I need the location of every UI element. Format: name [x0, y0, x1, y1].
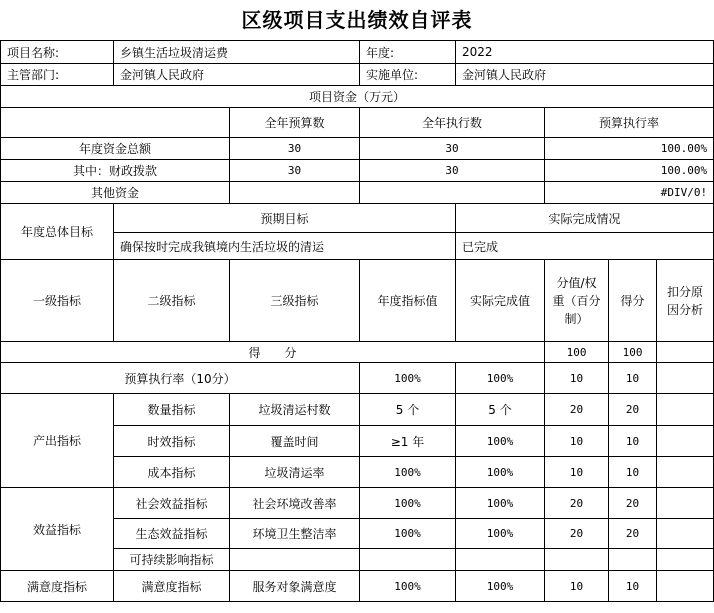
year-label: 年度:	[360, 41, 456, 64]
goals-expected-text: 确保按时完成我镇境内生活垃圾的清运	[114, 233, 456, 260]
indicator-actual: 100%	[456, 519, 545, 549]
indicator-reason	[657, 426, 714, 457]
funds-row-exec	[360, 182, 545, 204]
funds-row-rate: 100.00%	[545, 160, 714, 182]
indicator-level2: 数量指标	[114, 394, 230, 426]
funds-row-rate: #DIV/0!	[545, 182, 714, 204]
goals-header-row	[1, 204, 714, 233]
header-score: 得分	[609, 260, 657, 342]
budget-exec-row	[1, 363, 714, 394]
indicator-level3: 覆盖时间	[230, 426, 360, 457]
goals-actual-text: 已完成	[456, 233, 714, 260]
indicator-weight: 20	[545, 394, 609, 426]
info-row-project	[1, 41, 714, 64]
budget-exec-target: 100%	[360, 363, 456, 394]
header-level1: 一级指标	[1, 260, 114, 342]
project-name-label: 项目名称:	[1, 41, 114, 64]
funds-section-title-row	[1, 86, 714, 108]
project-name-value: 乡镇生活垃圾清运费	[114, 41, 360, 64]
funds-row-exec: 30	[360, 160, 545, 182]
budget-exec-weight: 10	[545, 363, 609, 394]
indicator-reason	[657, 549, 714, 571]
indicator-weight: 10	[545, 571, 609, 602]
goals-actual-header: 实际完成情况	[456, 204, 714, 233]
indicator-target: 100%	[360, 488, 456, 519]
funds-row-budget	[230, 182, 360, 204]
indicator-row	[1, 488, 714, 519]
score-total-row	[1, 342, 714, 363]
indicator-actual: 100%	[456, 426, 545, 457]
indicator-weight: 20	[545, 519, 609, 549]
indicator-score: 20	[609, 519, 657, 549]
indicator-score: 10	[609, 426, 657, 457]
indicator-reason	[657, 571, 714, 602]
funds-row-label: 其他资金	[1, 182, 230, 204]
funds-row-budget: 30	[230, 138, 360, 160]
funds-row-label: 其中：财政拨款	[1, 160, 230, 182]
header-reason: 扣分原因分析	[657, 260, 714, 342]
funds-row-label: 年度资金总额	[1, 138, 230, 160]
funds-header-row	[1, 108, 714, 138]
indicator-level2: 可持续影响指标	[114, 549, 230, 571]
indicator-target: 100%	[360, 571, 456, 602]
indicator-score	[609, 549, 657, 571]
indicator-actual	[456, 549, 545, 571]
funds-section-title: 项目资金（万元）	[1, 86, 714, 108]
score-total-label: 得 分	[1, 342, 545, 363]
benefit-label: 效益指标	[1, 488, 114, 571]
impl-label: 实施单位:	[360, 64, 456, 86]
budget-exec-actual: 100%	[456, 363, 545, 394]
indicator-target: ≥1 年	[360, 426, 456, 457]
score-total-weight: 100	[545, 342, 609, 363]
indicator-weight: 20	[545, 488, 609, 519]
funds-row-rate: 100.00%	[545, 138, 714, 160]
dept-label: 主管部门:	[1, 64, 114, 86]
funds-row-fiscal	[1, 160, 714, 182]
funds-row-budget: 30	[230, 160, 360, 182]
impl-value: 金河镇人民政府	[456, 64, 714, 86]
indicator-level2: 成本指标	[114, 457, 230, 488]
indicator-target: 5 个	[360, 394, 456, 426]
indicator-level3: 环境卫生整洁率	[230, 519, 360, 549]
indicator-actual: 100%	[456, 571, 545, 602]
dept-value: 金河镇人民政府	[114, 64, 360, 86]
budget-exec-score: 10	[609, 363, 657, 394]
indicator-level3: 垃圾清运率	[230, 457, 360, 488]
budget-exec-reason	[657, 363, 714, 394]
indicator-target	[360, 549, 456, 571]
indicator-level2: 时效指标	[114, 426, 230, 457]
indicator-level3: 社会环境改善率	[230, 488, 360, 519]
indicator-reason	[657, 457, 714, 488]
indicator-weight: 10	[545, 457, 609, 488]
header-weight: 分值/权重（百分制）	[545, 260, 609, 342]
indicator-level2: 社会效益指标	[114, 488, 230, 519]
indicator-level3: 服务对象满意度	[230, 571, 360, 602]
output-label: 产出指标	[1, 394, 114, 488]
indicator-score: 10	[609, 457, 657, 488]
indicator-target: 100%	[360, 519, 456, 549]
funds-row-total	[1, 138, 714, 160]
score-total-reason	[657, 342, 714, 363]
year-value: 2022	[456, 41, 714, 64]
indicator-reason	[657, 519, 714, 549]
indicator-row	[1, 394, 714, 426]
indicator-weight	[545, 549, 609, 571]
header-level2: 二级指标	[114, 260, 230, 342]
indicator-level3: 垃圾清运村数	[230, 394, 360, 426]
goals-expected-header: 预期目标	[114, 204, 456, 233]
satisfaction-label: 满意度指标	[1, 571, 114, 602]
indicator-score: 20	[609, 488, 657, 519]
indicator-actual: 100%	[456, 457, 545, 488]
indicator-actual: 100%	[456, 488, 545, 519]
indicator-row	[1, 571, 714, 602]
indicator-reason	[657, 394, 714, 426]
funds-header-budget: 全年预算数	[230, 108, 360, 138]
indicator-level2: 生态效益指标	[114, 519, 230, 549]
funds-header-blank	[1, 108, 230, 138]
score-total-score: 100	[609, 342, 657, 363]
funds-row-other	[1, 182, 714, 204]
funds-header-exec: 全年执行数	[360, 108, 545, 138]
indicator-score: 10	[609, 571, 657, 602]
evaluation-table	[0, 40, 714, 602]
funds-row-exec: 30	[360, 138, 545, 160]
indicator-level3	[230, 549, 360, 571]
indicator-level2: 满意度指标	[114, 571, 230, 602]
header-actual: 实际完成值	[456, 260, 545, 342]
budget-exec-label: 预算执行率（10分）	[1, 363, 360, 394]
goals-label: 年度总体目标	[1, 204, 114, 260]
indicator-target: 100%	[360, 457, 456, 488]
form-title: 区级项目支出绩效自评表	[241, 8, 473, 32]
info-row-dept	[1, 64, 714, 86]
header-target: 年度指标值	[360, 260, 456, 342]
indicator-reason	[657, 488, 714, 519]
indicator-score: 20	[609, 394, 657, 426]
funds-header-rate: 预算执行率	[545, 108, 714, 138]
header-level3: 三级指标	[230, 260, 360, 342]
indicator-header-row	[1, 260, 714, 342]
indicator-weight: 10	[545, 426, 609, 457]
indicator-actual: 5 个	[456, 394, 545, 426]
